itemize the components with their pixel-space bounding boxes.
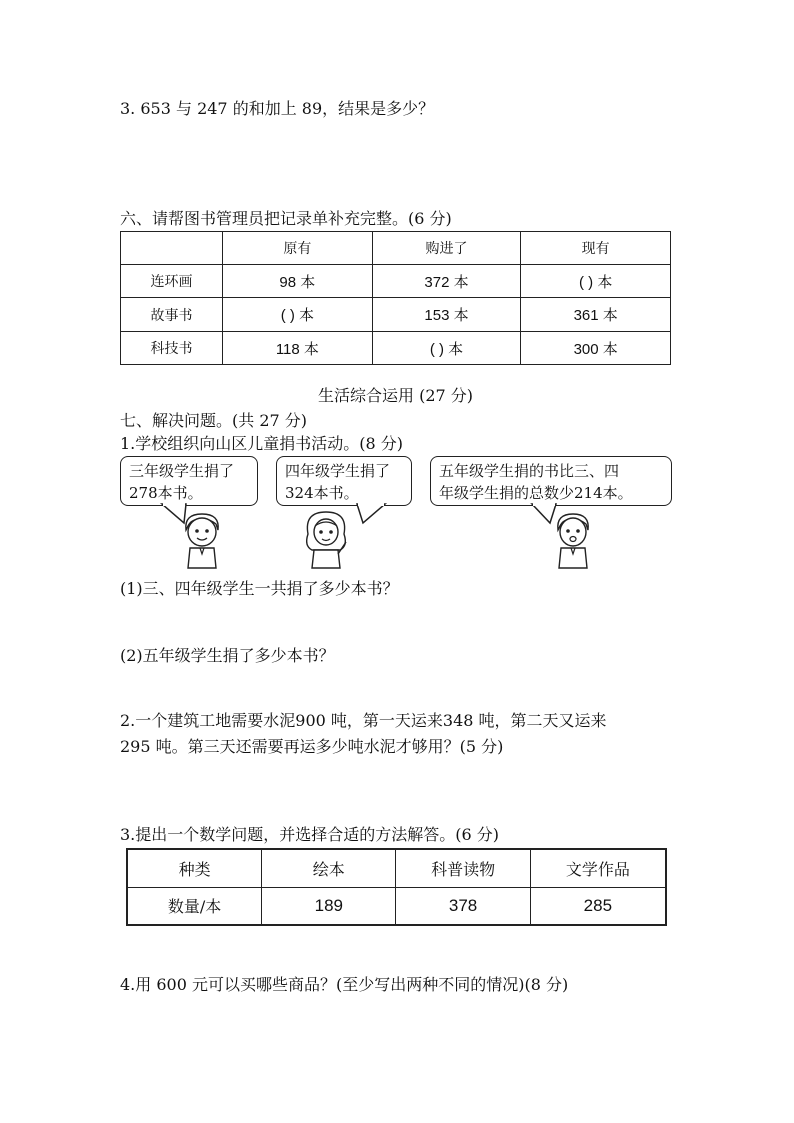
problem-1-sub-2: (2)五年级学生捐了多少本书？ <box>120 646 335 665</box>
section-6-title: 六、请帮图书管理员把记录单补充完整。(6 分) <box>120 209 452 228</box>
girl-illustration <box>298 506 354 572</box>
problem-4: 4.用 600 元可以买哪些商品？(至少写出两种不同的情况)(8 分) <box>120 975 569 994</box>
section-heading: 生活综合运用 (27 分) <box>317 386 474 405</box>
bubble-text: 278本书。 <box>129 484 203 502</box>
table-row <box>121 332 671 365</box>
problem-1-sub-1: (1)三、四年级学生一共捐了多少本书？ <box>120 579 399 598</box>
table-cell: 153 本 <box>372 298 521 332</box>
question-3: 3. 653 与 247 的和加上 89，结果是多少？ <box>120 99 435 118</box>
row-label: 连环画 <box>121 265 223 298</box>
table-row <box>121 265 671 298</box>
table-cell: 189 <box>262 887 396 925</box>
boy-illustration <box>178 508 226 572</box>
bubble-text: 三年级学生捐了 <box>129 462 235 480</box>
table-cell: 285 <box>530 887 666 925</box>
table-header-cell: 种类 <box>127 849 262 887</box>
row-label: 数量/本 <box>127 887 262 925</box>
table-row <box>127 849 666 887</box>
section-7-title: 七、解决问题。(共 27 分) <box>120 411 308 430</box>
bubble-tail <box>355 503 389 525</box>
book-count-table <box>126 848 667 926</box>
bubble-text: 四年级学生捐了 <box>285 462 391 480</box>
blank-cell[interactable]: ( ) 本 <box>372 332 521 365</box>
record-table <box>120 231 671 365</box>
table-header-cell: 绘本 <box>262 849 396 887</box>
row-label: 科技书 <box>121 332 223 365</box>
problem-3-title: 3.提出一个数学问题，并选择合适的方法解答。(6 分) <box>120 825 500 844</box>
blank-cell[interactable]: ( ) 本 <box>223 298 373 332</box>
table-header-cell: 购进了 <box>372 232 521 265</box>
table-row <box>127 887 666 925</box>
boy-illustration <box>550 508 596 572</box>
row-label: 故事书 <box>121 298 223 332</box>
table-header-cell: 科普读物 <box>396 849 530 887</box>
bubble-text: 年级学生捐的总数少214本。 <box>439 484 633 502</box>
problem-2-line-2: 295 吨。第三天还需要再运多少吨水泥才够用？(5 分) <box>120 737 504 756</box>
table-cell: 98 本 <box>223 265 373 298</box>
speech-bubble-grade5 <box>430 456 672 506</box>
bubble-text: 324本书。 <box>285 484 359 502</box>
table-row <box>121 298 671 332</box>
table-cell: 361 本 <box>521 298 671 332</box>
table-header-cell: 现有 <box>521 232 671 265</box>
table-header-cell <box>121 232 223 265</box>
bubble-text: 五年级学生捐的书比三、四 <box>439 462 620 480</box>
table-cell: 118 本 <box>223 332 373 365</box>
speech-bubble-grade4 <box>276 456 412 506</box>
blank-cell[interactable]: ( ) 本 <box>521 265 671 298</box>
table-header-cell: 文学作品 <box>530 849 666 887</box>
problem-1-title: 1.学校组织向山区儿童捐书活动。(8 分) <box>120 434 404 453</box>
table-cell: 378 <box>396 887 530 925</box>
problem-2-line-1: 2.一个建筑工地需要水泥900 吨，第一天运来348 吨，第二天又运来 <box>120 711 607 730</box>
speech-bubble-grade3 <box>120 456 258 506</box>
table-header-cell: 原有 <box>223 232 373 265</box>
table-cell: 300 本 <box>521 332 671 365</box>
table-cell: 372 本 <box>372 265 521 298</box>
table-row <box>121 232 671 265</box>
